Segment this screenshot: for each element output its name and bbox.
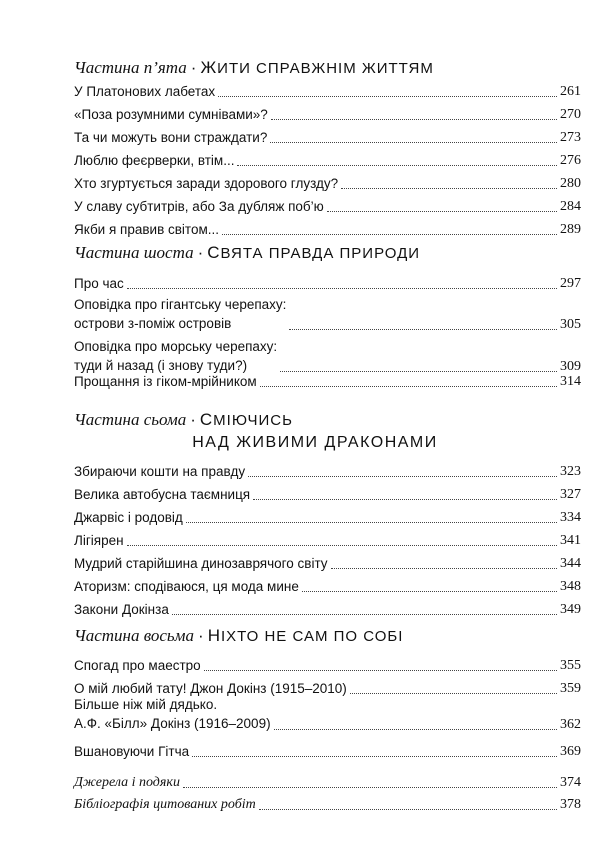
part-title: НІХТО НЕ САМ ПО СОБІ xyxy=(207,626,404,645)
toc-entry[interactable] xyxy=(74,738,581,760)
entry-title: Оповідка про гігантську черепаху: острови з-поміж островів xyxy=(74,297,287,331)
entry-page: 349 xyxy=(560,602,581,617)
toc-entry[interactable] xyxy=(74,527,581,549)
toc-entry[interactable] xyxy=(74,216,581,238)
toc-entry[interactable] xyxy=(74,170,581,192)
dot-leader xyxy=(302,591,557,592)
entry-page: 327 xyxy=(560,487,581,502)
toc-entry[interactable] xyxy=(74,504,581,526)
entry-title: Та чи можуть вони страждати? xyxy=(74,130,268,145)
toc-entry[interactable] xyxy=(74,458,581,480)
part-title-continued: НАД ЖИВИМИ ДРАКОНАМИ xyxy=(192,434,438,451)
toc-entry[interactable] xyxy=(74,596,581,618)
entry-title: Аторизм: сподіваюся, ця мода мине xyxy=(74,579,299,594)
part-heading: Частина п’ята · ЖИТИ СПРАВЖНІМ ЖИТТЯМ xyxy=(74,58,434,77)
dot-leader xyxy=(186,522,557,523)
toc-entry[interactable] xyxy=(74,573,581,595)
dot-leader xyxy=(341,188,557,189)
entry-page: 270 xyxy=(560,107,581,122)
dot-leader xyxy=(127,545,557,546)
toc-entry[interactable] xyxy=(74,293,581,333)
entry-title: У славу субтитрів, або За дубляж поб’ю xyxy=(74,199,324,214)
part-title: ЖИТИ СПРАВЖНІМ ЖИТТЯМ xyxy=(200,58,434,77)
dot-leader xyxy=(183,787,557,788)
entry-page: 359 xyxy=(560,681,581,696)
entry-title: Про час xyxy=(74,276,124,291)
dot-leader xyxy=(271,119,557,120)
toc-entry[interactable] xyxy=(74,101,581,123)
part-number: Частина сьома xyxy=(74,410,187,429)
toc-entry-back-matter[interactable] xyxy=(74,769,581,791)
entry-title: Прощання із гіком-мрійником xyxy=(74,374,257,389)
dot-leader xyxy=(127,288,557,289)
entry-title: У Платонових лабетах xyxy=(74,84,216,99)
entry-page: 309 xyxy=(560,359,581,374)
dot-leader xyxy=(204,670,557,671)
toc-entry[interactable] xyxy=(74,78,581,100)
part-number: Частина шоста xyxy=(74,243,194,262)
entry-title: Вшановуючи Гітча xyxy=(74,744,190,759)
dot-leader xyxy=(331,568,557,569)
entry-title: Більше ніж мій дядько. А.Ф. «Білл» Докінз (1916–2009) xyxy=(74,697,271,731)
entry-page: 314 xyxy=(560,374,581,389)
toc-entry[interactable] xyxy=(74,550,581,572)
entry-page: 369 xyxy=(560,744,581,759)
entry-page: 362 xyxy=(560,717,581,732)
entry-page: 334 xyxy=(560,510,581,525)
entry-page: 348 xyxy=(560,579,581,594)
dot-leader xyxy=(274,729,557,730)
dot-leader xyxy=(218,96,557,97)
dot-leader xyxy=(222,234,557,235)
entry-page: 261 xyxy=(560,84,581,99)
toc-entry[interactable] xyxy=(74,368,581,390)
entry-title: Лігіярен xyxy=(74,533,124,548)
part-title: СВЯТА ПРАВДА ПРИРОДИ xyxy=(207,243,421,262)
part-heading: Частина восьма · НІХТО НЕ САМ ПО СОБІ xyxy=(74,626,404,645)
dot-leader xyxy=(192,756,557,757)
toc-entry[interactable] xyxy=(74,693,581,733)
part-number: Частина п’ята xyxy=(74,58,187,77)
entry-title: Мудрий старійшина динозаврячого світу xyxy=(74,556,328,571)
entry-page: 280 xyxy=(560,176,581,191)
entry-page: 284 xyxy=(560,199,581,214)
entry-page: 355 xyxy=(560,658,581,673)
dot-leader xyxy=(270,142,557,143)
entry-page: 374 xyxy=(560,775,581,790)
toc-entry[interactable] xyxy=(74,193,581,215)
entry-title: «Поза розумними сумнівами»? xyxy=(74,107,268,122)
entry-title: Бібліографія цитованих робіт xyxy=(74,797,256,812)
dot-leader xyxy=(327,211,557,212)
toc-entry-back-matter[interactable] xyxy=(74,791,581,813)
dot-leader xyxy=(237,165,557,166)
toc-entry[interactable] xyxy=(74,270,581,292)
entry-page: 378 xyxy=(560,797,581,812)
dot-leader xyxy=(172,614,557,615)
entry-page: 341 xyxy=(560,533,581,548)
toc-entry[interactable] xyxy=(74,481,581,503)
entry-title: О мій любий тату! Джон Докінз (1915–2010) xyxy=(74,681,347,696)
entry-title: Якби я правив світом... xyxy=(74,222,219,237)
entry-title: Хто згуртується заради здорового глузду? xyxy=(74,176,339,191)
entry-title: Джерела і подяки xyxy=(74,775,180,790)
entry-title: Закони Докінза xyxy=(74,602,169,617)
part-heading: Частина сьома · СМІЮЧИСЬ xyxy=(74,410,293,429)
entry-page: 323 xyxy=(560,464,581,479)
part-number: Частина восьма xyxy=(74,626,195,645)
dot-leader xyxy=(260,386,557,387)
entry-title: Спогад про маестро xyxy=(74,658,201,673)
dot-leader xyxy=(289,329,557,330)
entry-page: 276 xyxy=(560,153,581,168)
entry-title: Люблю феєрверки, втім... xyxy=(74,153,235,168)
dot-leader xyxy=(259,809,557,810)
toc-entry[interactable] xyxy=(74,147,581,169)
part-title: СМІЮЧИСЬ xyxy=(199,410,293,429)
entry-title: Збираючи кошти на правду xyxy=(74,464,246,479)
entry-page: 297 xyxy=(560,276,581,291)
entry-title: Оповідка про морську черепаху: туди й назад (і знову туди?) xyxy=(74,339,278,373)
entry-title: Велика автобусна таємниця xyxy=(74,487,251,502)
entry-page: 305 xyxy=(560,317,581,332)
dot-leader xyxy=(248,476,557,477)
toc-entry[interactable] xyxy=(74,652,581,674)
part-heading: Частина шоста · СВЯТА ПРАВДА ПРИРОДИ xyxy=(74,243,421,262)
dot-leader xyxy=(253,499,557,500)
entry-title: Джарвіс і родовід xyxy=(74,510,183,525)
entry-page: 289 xyxy=(560,222,581,237)
entry-page: 273 xyxy=(560,130,581,145)
entry-page: 344 xyxy=(560,556,581,571)
toc-entry[interactable] xyxy=(74,124,581,146)
